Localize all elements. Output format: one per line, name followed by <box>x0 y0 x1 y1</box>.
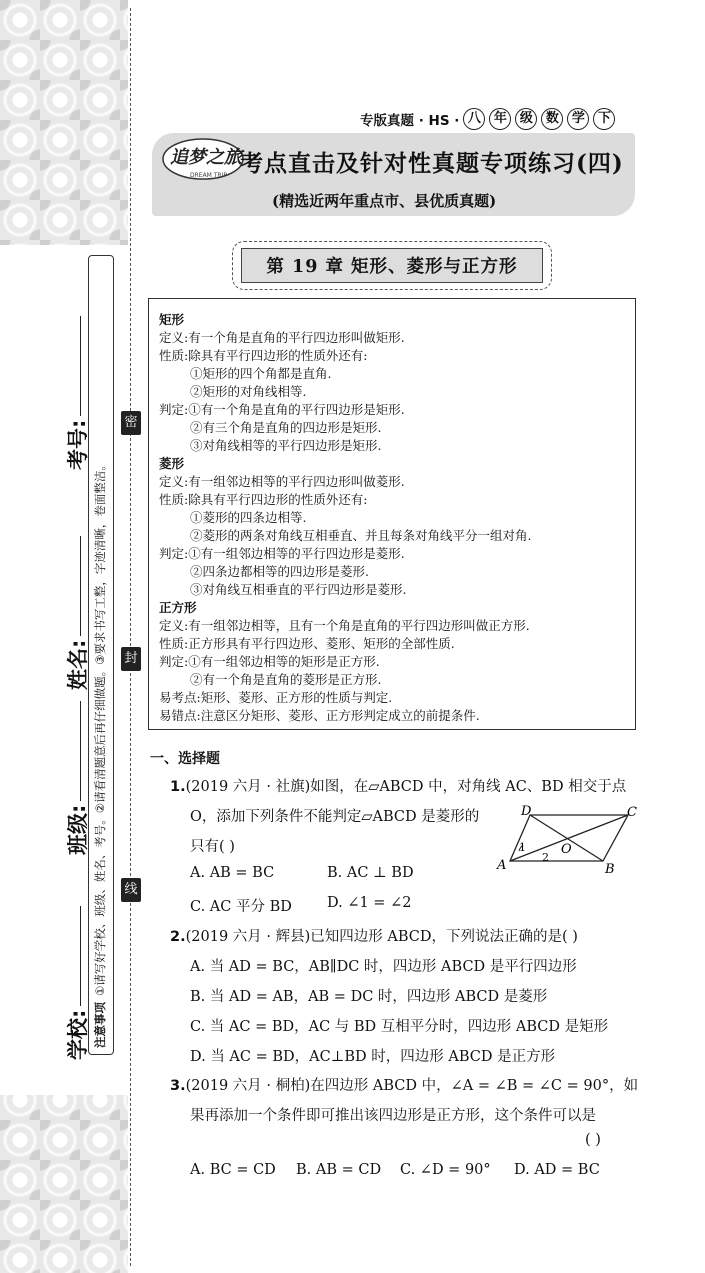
knowledge-line: ②有一个角是直角的菱形是正方形. <box>190 672 382 687</box>
knowledge-line: ②菱形的两条对角线互相垂直、并且每条对角线平分一组对角. <box>190 528 532 543</box>
q2-line1: 2.(2019 六月 · 辉县)已知四边形 ABCD，下列说法正确的是( ) <box>170 929 578 945</box>
grade-circle: 八 <box>463 108 485 130</box>
knowledge-line: ②四条边都相等的四边形是菱形. <box>190 564 369 579</box>
notice-label: 注意事项 <box>93 1002 107 1048</box>
chapter-title: 第 19 章 矩形、菱形与正方形 <box>241 248 543 283</box>
grade-circle: 下 <box>593 108 615 130</box>
header-top-line: 专版真题 · HS · <box>360 113 460 129</box>
knowledge-line: ②矩形的对角线相等. <box>190 384 307 399</box>
notice-text: ①请写好学校、班级、姓名、考号。②请看清题意后再仔细做题。③要求书写工整，字迹清晰，卷面整洁。 <box>93 459 107 996</box>
knowledge-heading: 正方形 <box>159 600 197 615</box>
knowledge-line: 易考点:矩形、菱形、正方形的性质与判定. <box>159 690 393 705</box>
knowledge-line: ①矩形的四个角都是直角. <box>190 366 332 381</box>
field-xingming[interactable]: 姓名: <box>62 536 92 690</box>
grade-circle: 级 <box>515 108 537 130</box>
seal-tag-mi: 密 <box>121 411 141 435</box>
q3-option-b[interactable]: B. AB = CD <box>296 1162 382 1178</box>
q3-option-c[interactable]: C. ∠D = 90° <box>400 1162 491 1178</box>
q1-option-a[interactable]: A. AB = BC <box>190 865 275 881</box>
knowledge-line: 判定:①有一个角是直角的平行四边形是矩形. <box>159 402 405 417</box>
q3-line1: 3.(2019 六月 · 桐柏)在四边形 ABCD 中，∠A = ∠B = ∠C = 90°，如 <box>170 1078 639 1094</box>
label-d: D <box>521 804 532 819</box>
knowledge-line: 性质:除具有平行四边形的性质外还有: <box>159 348 368 363</box>
seal-tag-xian: 线 <box>121 878 141 902</box>
label-b: B <box>605 862 615 877</box>
q2-option-c[interactable]: C. 当 AC = BD，AC 与 BD 互相平分时，四边形 ABCD 是矩形 <box>190 1019 609 1035</box>
seal-tag-feng: 封 <box>121 647 141 671</box>
knowledge-line: 定义:有一组邻边相等，且有一个角是直角的平行四边形叫做正方形. <box>159 618 530 633</box>
grade-circle: 数 <box>541 108 563 130</box>
q1-option-b[interactable]: B. AC ⊥ BD <box>327 865 414 881</box>
header-series <box>360 108 615 130</box>
q3-option-a[interactable]: A. BC = CD <box>190 1162 276 1178</box>
knowledge-line: 判定:①有一组邻边相等的矩形是正方形. <box>159 654 380 669</box>
field-xuexiao[interactable]: 学校: <box>62 906 92 1060</box>
label-c: C <box>627 805 637 820</box>
knowledge-line: 性质:除具有平行四边形的性质外还有: <box>159 492 368 507</box>
q1-option-c[interactable]: C. AC 平分 BD <box>190 899 292 915</box>
knowledge-line: 易错点:注意区分矩形、菱形、正方形判定成立的前提条件. <box>159 708 480 723</box>
knowledge-line: 性质:正方形具有平行四边形、菱形、矩形的全部性质. <box>159 636 455 651</box>
notice-box <box>88 255 114 1055</box>
seal-dashed-line <box>130 8 131 1266</box>
knowledge-heading: 菱形 <box>159 456 185 471</box>
q1-line1: 1.(2019 六月 · 社旗)如图，在▱ABCD 中，对角线 AC、BD 相交于点 <box>170 779 627 795</box>
field-banji[interactable]: 班级: <box>62 701 92 855</box>
page-title: 考点直击及针对性真题专项练习(四) <box>240 150 624 177</box>
label-angle-2: 2 <box>542 851 549 864</box>
knowledge-line: ③对角线相等的平行四边形是矩形. <box>190 438 382 453</box>
knowledge-heading: 矩形 <box>159 312 185 327</box>
q2-option-a[interactable]: A. 当 AD = BC，AB∥DC 时，四边形 ABCD 是平行四边形 <box>190 959 577 975</box>
q2-option-b[interactable]: B. 当 AD = AB，AB = DC 时，四边形 ABCD 是菱形 <box>190 989 548 1005</box>
logo-sub: DREAM TRIP <box>190 172 227 179</box>
q2-option-d[interactable]: D. 当 AC = BD，AC⊥BD 时，四边形 ABCD 是正方形 <box>190 1049 556 1065</box>
q1-line3: 只有( ) <box>190 839 235 855</box>
knowledge-line: ③对角线互相垂直的平行四边形是菱形. <box>190 582 407 597</box>
parallelogram-figure <box>495 803 640 878</box>
label-o: O <box>561 842 572 857</box>
dream-trip-logo-icon <box>160 125 246 187</box>
q1-line2: O，添加下列条件不能判定▱ABCD 是菱形的 <box>190 809 480 825</box>
q3-option-d[interactable]: D. AD = BC <box>514 1162 600 1178</box>
knowledge-line: 定义:有一个角是直角的平行四边形叫做矩形. <box>159 330 405 345</box>
page-subtitle: (精选近两年重点市、县优质真题) <box>272 192 497 210</box>
logo-text: 追梦之旅 <box>170 147 242 168</box>
q3-line2: 果再添加一个条件即可推出该四边形是正方形，这个条件可以是 <box>190 1108 596 1124</box>
grade-circle: 学 <box>567 108 589 130</box>
knowledge-line: 定义:有一组邻边相等的平行四边形叫做菱形. <box>159 474 405 489</box>
section-title: 一、选择题 <box>150 751 220 767</box>
knowledge-line: 判定:①有一组邻边相等的平行四边形是菱形. <box>159 546 405 561</box>
field-kaohao[interactable]: 考号: <box>62 316 92 470</box>
label-angle-1: 1 <box>519 841 526 854</box>
knowledge-line: ①菱形的四条边相等. <box>190 510 307 525</box>
knowledge-line: ②有三个角是直角的四边形是矩形. <box>190 420 382 435</box>
q1-option-d[interactable]: D. ∠1 = ∠2 <box>327 895 412 911</box>
q3-answer-paren: ( ) <box>585 1132 601 1148</box>
grade-circle: 年 <box>489 108 511 130</box>
label-a: A <box>497 858 507 873</box>
